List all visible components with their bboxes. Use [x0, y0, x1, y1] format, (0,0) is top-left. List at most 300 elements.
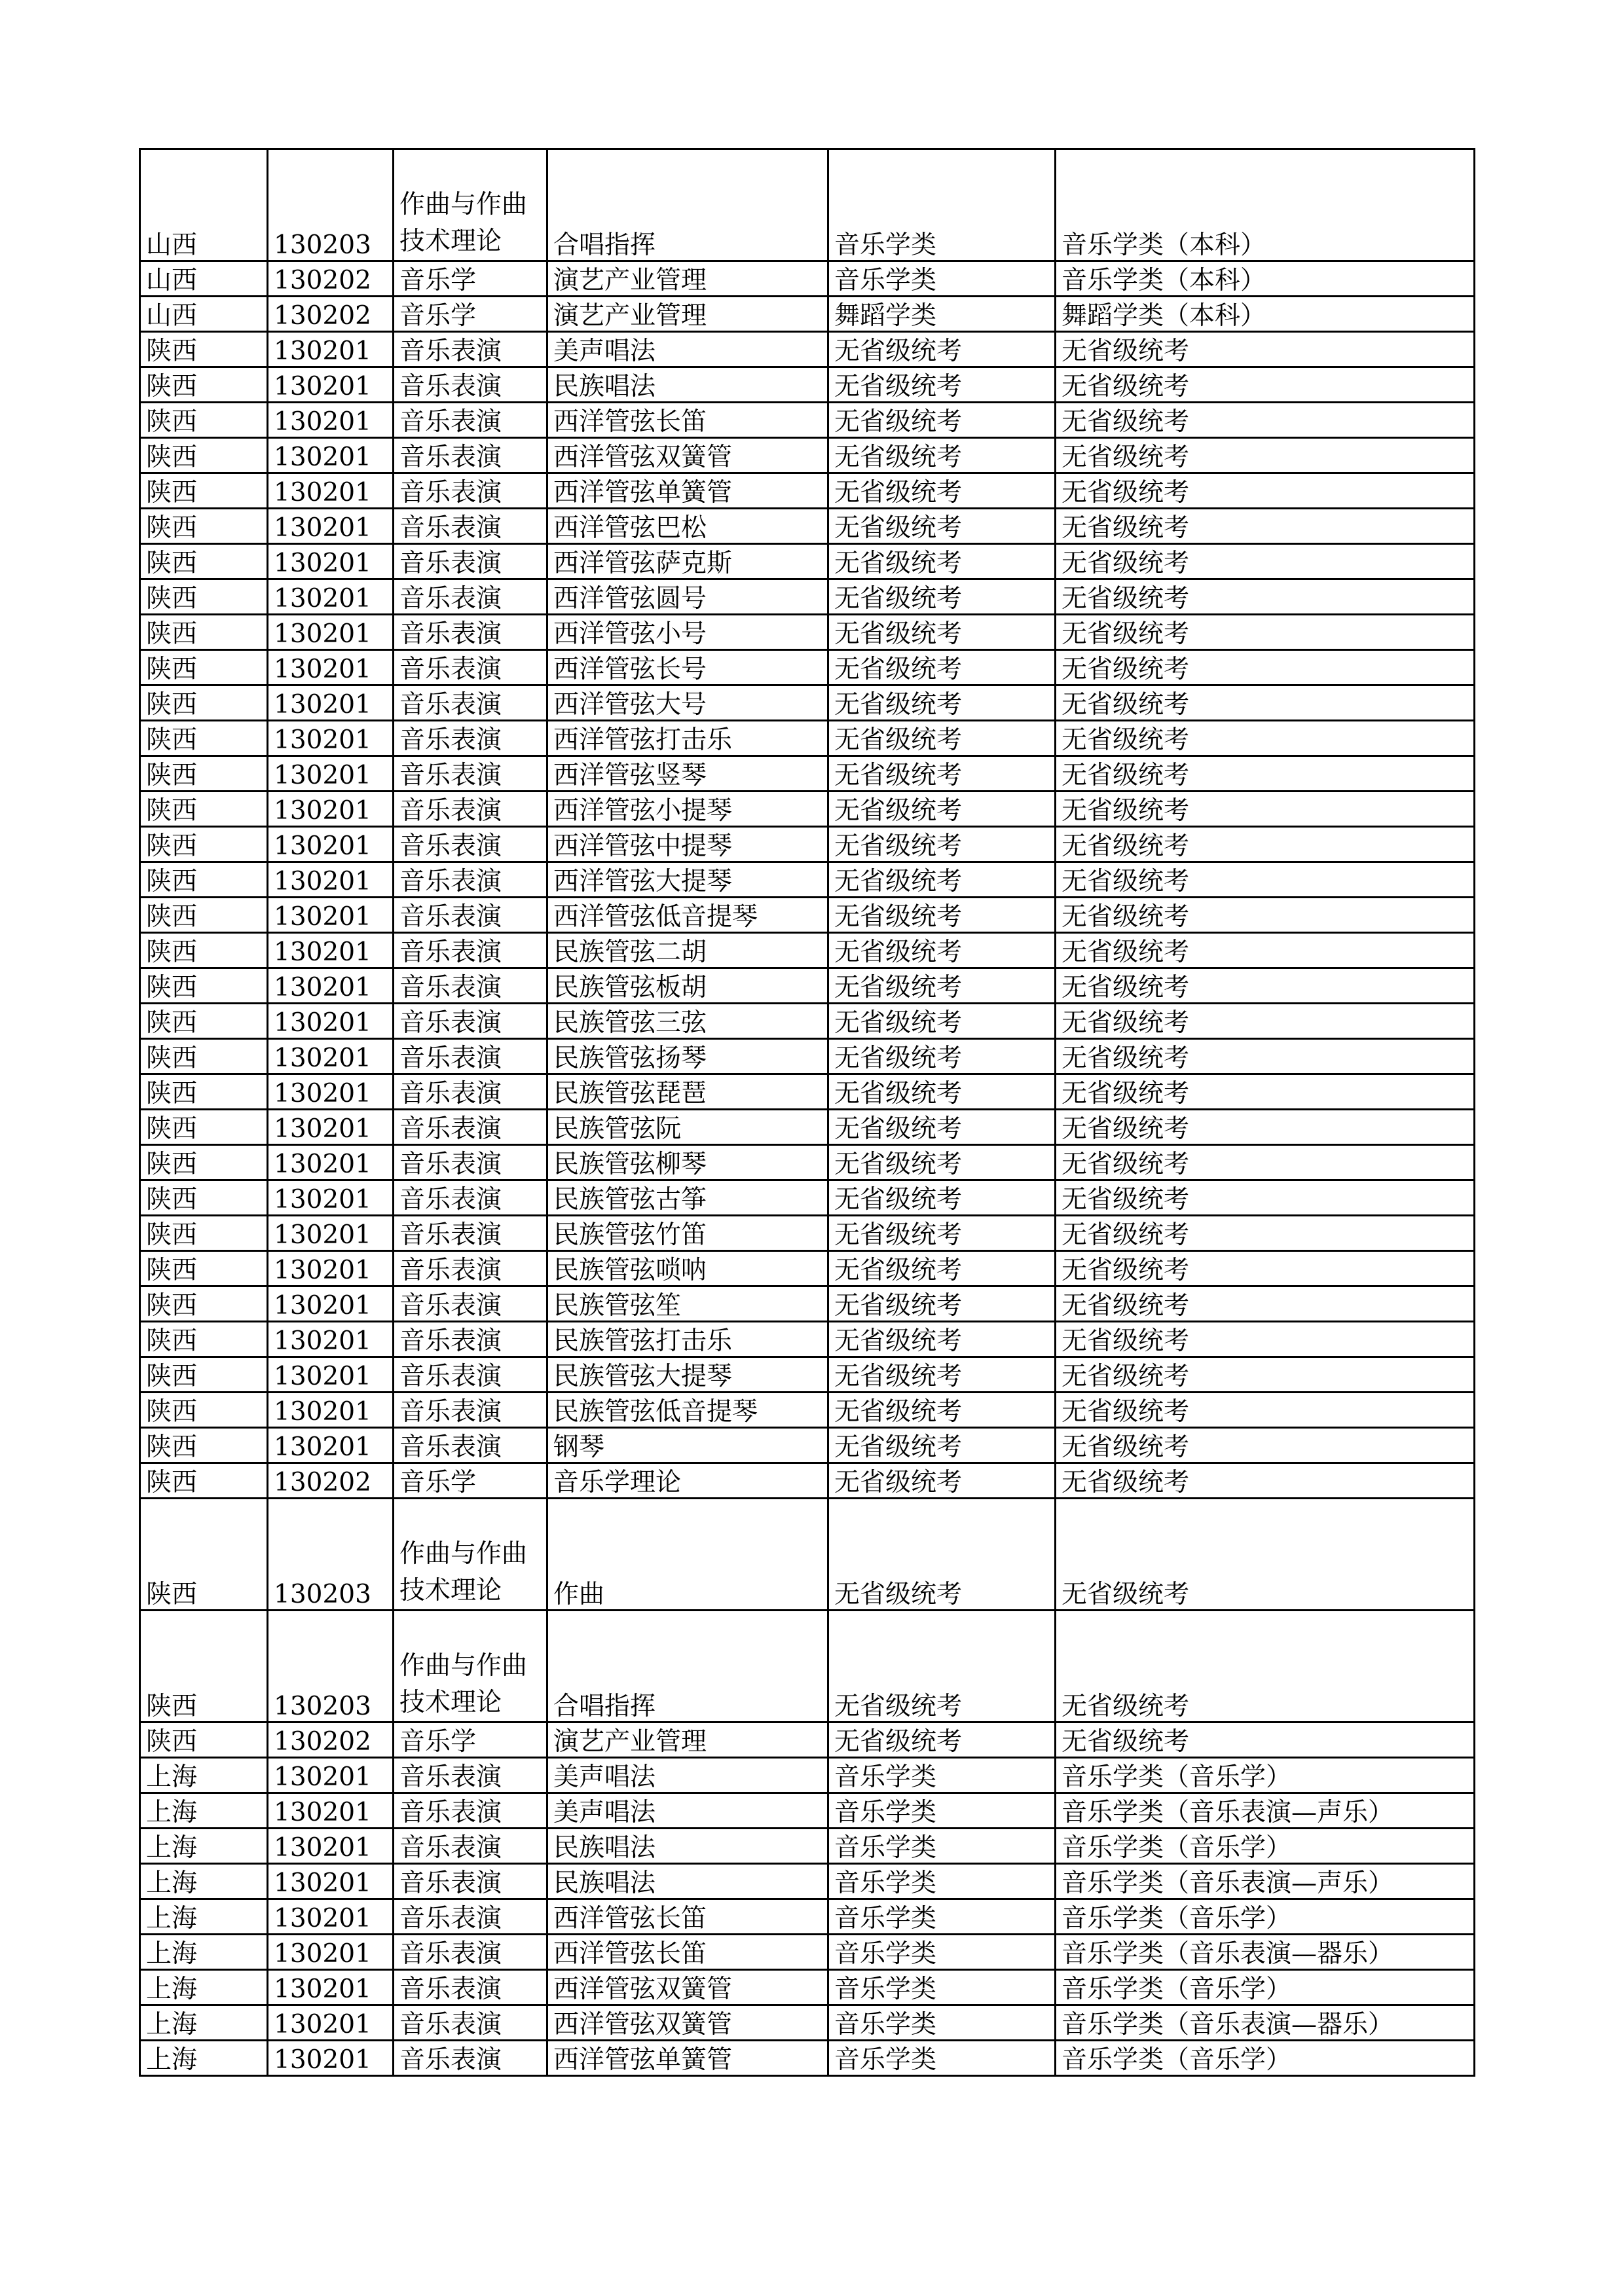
cell-direction: 西洋管弦长笛 — [547, 1935, 828, 1970]
cell-direction: 西洋管弦小号 — [547, 615, 828, 650]
table-row — [140, 1145, 1475, 1180]
table-row — [140, 438, 1475, 473]
cell-exam-category: 无省级统考 — [828, 827, 1056, 862]
cell-exam-category: 音乐学类 — [828, 149, 1056, 261]
table-row — [140, 1393, 1475, 1428]
cell-direction: 钢琴 — [547, 1428, 828, 1463]
cell-exam-category: 无省级统考 — [828, 509, 1056, 544]
cell-province: 陕西 — [140, 1074, 268, 1110]
cell-exam-category: 无省级统考 — [828, 1074, 1056, 1110]
cell-exam-category: 无省级统考 — [828, 403, 1056, 438]
cell-code: 130202 — [268, 261, 394, 297]
table-row — [140, 650, 1475, 685]
cell-exam-type: 无省级统考 — [1056, 1499, 1475, 1611]
cell-code: 130201 — [268, 1004, 394, 1039]
cell-exam-type: 无省级统考 — [1056, 403, 1475, 438]
table-row — [140, 473, 1475, 509]
cell-direction: 音乐学理论 — [547, 1463, 828, 1499]
cell-major: 音乐表演 — [394, 1428, 547, 1463]
cell-exam-type: 无省级统考 — [1056, 721, 1475, 756]
cell-province: 山西 — [140, 297, 268, 332]
table-row — [140, 1463, 1475, 1499]
cell-exam-type: 无省级统考 — [1056, 650, 1475, 685]
cell-major: 音乐表演 — [394, 1793, 547, 1829]
cell-major: 音乐表演 — [394, 898, 547, 933]
cell-code: 130201 — [268, 332, 394, 367]
cell-exam-category: 无省级统考 — [828, 792, 1056, 827]
cell-major: 音乐表演 — [394, 1251, 547, 1286]
table-row — [140, 544, 1475, 579]
cell-exam-category: 无省级统考 — [828, 1393, 1056, 1428]
table-row — [140, 1180, 1475, 1216]
cell-code: 130201 — [268, 2005, 394, 2041]
cell-direction: 民族管弦扬琴 — [547, 1039, 828, 1074]
table-row — [140, 1899, 1475, 1935]
cell-code: 130201 — [268, 1864, 394, 1899]
cell-exam-type: 无省级统考 — [1056, 579, 1475, 615]
cell-major: 音乐表演 — [394, 1145, 547, 1180]
cell-exam-category: 无省级统考 — [828, 933, 1056, 968]
cell-code: 130201 — [268, 968, 394, 1004]
cell-exam-type: 无省级统考 — [1056, 615, 1475, 650]
cell-major: 音乐表演 — [394, 332, 547, 367]
cell-direction: 美声唱法 — [547, 1758, 828, 1793]
cell-direction: 西洋管弦巴松 — [547, 509, 828, 544]
cell-province: 陕西 — [140, 1428, 268, 1463]
cell-exam-type: 无省级统考 — [1056, 1611, 1475, 1722]
table-row — [140, 579, 1475, 615]
cell-direction: 民族管弦柳琴 — [547, 1145, 828, 1180]
cell-exam-type: 音乐学类（本科） — [1056, 261, 1475, 297]
table-row — [140, 1110, 1475, 1145]
cell-major: 音乐表演 — [394, 1216, 547, 1251]
cell-exam-type: 音乐学类（音乐表演—声乐） — [1056, 1793, 1475, 1829]
cell-province: 陕西 — [140, 685, 268, 721]
cell-direction: 西洋管弦圆号 — [547, 579, 828, 615]
cell-major: 音乐表演 — [394, 2005, 547, 2041]
cell-exam-type: 无省级统考 — [1056, 332, 1475, 367]
cell-province: 上海 — [140, 1829, 268, 1864]
cell-exam-category: 无省级统考 — [828, 1499, 1056, 1611]
cell-province: 陕西 — [140, 862, 268, 898]
cell-major: 音乐表演 — [394, 1829, 547, 1864]
cell-code: 130201 — [268, 792, 394, 827]
cell-exam-category: 无省级统考 — [828, 685, 1056, 721]
cell-code: 130201 — [268, 933, 394, 968]
cell-direction: 民族管弦板胡 — [547, 968, 828, 1004]
cell-exam-category: 无省级统考 — [828, 1110, 1056, 1145]
cell-direction: 西洋管弦单簧管 — [547, 473, 828, 509]
cell-province: 陕西 — [140, 1722, 268, 1758]
cell-major: 音乐表演 — [394, 1322, 547, 1357]
cell-code: 130202 — [268, 297, 394, 332]
cell-major: 音乐表演 — [394, 968, 547, 1004]
cell-direction: 西洋管弦竖琴 — [547, 756, 828, 792]
cell-major: 音乐表演 — [394, 1758, 547, 1793]
cell-province: 陕西 — [140, 1393, 268, 1428]
cell-major: 音乐表演 — [394, 1180, 547, 1216]
cell-code: 130201 — [268, 1251, 394, 1286]
cell-exam-type: 无省级统考 — [1056, 1039, 1475, 1074]
table-row — [140, 2005, 1475, 2041]
cell-code: 130201 — [268, 403, 394, 438]
cell-exam-category: 无省级统考 — [828, 1145, 1056, 1180]
cell-province: 陕西 — [140, 509, 268, 544]
cell-direction: 合唱指挥 — [547, 149, 828, 261]
cell-direction: 西洋管弦长笛 — [547, 403, 828, 438]
cell-major: 音乐表演 — [394, 1864, 547, 1899]
cell-exam-category: 无省级统考 — [828, 1611, 1056, 1722]
cell-major: 音乐表演 — [394, 650, 547, 685]
cell-exam-type: 无省级统考 — [1056, 438, 1475, 473]
cell-exam-category: 音乐学类 — [828, 1970, 1056, 2005]
cell-major: 音乐表演 — [394, 615, 547, 650]
cell-major: 音乐表演 — [394, 827, 547, 862]
cell-exam-type: 无省级统考 — [1056, 1216, 1475, 1251]
cell-exam-type: 无省级统考 — [1056, 1004, 1475, 1039]
cell-major: 作曲与作曲技术理论 — [394, 149, 547, 261]
cell-direction: 民族管弦二胡 — [547, 933, 828, 968]
cell-exam-type: 无省级统考 — [1056, 1251, 1475, 1286]
cell-exam-category: 无省级统考 — [828, 862, 1056, 898]
cell-direction: 民族唱法 — [547, 1829, 828, 1864]
cell-exam-category: 音乐学类 — [828, 1758, 1056, 1793]
table-row — [140, 968, 1475, 1004]
cell-province: 陕西 — [140, 1216, 268, 1251]
cell-province: 陕西 — [140, 1611, 268, 1722]
cell-exam-category: 无省级统考 — [828, 756, 1056, 792]
cell-code: 130201 — [268, 2041, 394, 2076]
cell-major: 音乐表演 — [394, 1970, 547, 2005]
cell-province: 陕西 — [140, 367, 268, 403]
cell-exam-category: 无省级统考 — [828, 968, 1056, 1004]
cell-code: 130201 — [268, 579, 394, 615]
cell-province: 陕西 — [140, 1322, 268, 1357]
cell-province: 陕西 — [140, 1286, 268, 1322]
cell-direction: 民族管弦大提琴 — [547, 1357, 828, 1393]
table-row — [140, 898, 1475, 933]
cell-exam-type: 音乐学类（本科） — [1056, 149, 1475, 261]
cell-direction: 作曲 — [547, 1499, 828, 1611]
cell-direction: 民族管弦竹笛 — [547, 1216, 828, 1251]
cell-code: 130202 — [268, 1463, 394, 1499]
table-row — [140, 721, 1475, 756]
table-row — [140, 1428, 1475, 1463]
cell-exam-type: 无省级统考 — [1056, 509, 1475, 544]
cell-major: 音乐表演 — [394, 403, 547, 438]
cell-exam-category: 无省级统考 — [828, 1428, 1056, 1463]
cell-exam-type: 音乐学类（音乐学） — [1056, 1829, 1475, 1864]
cell-exam-type: 音乐学类（音乐学） — [1056, 1970, 1475, 2005]
cell-exam-category: 无省级统考 — [828, 1251, 1056, 1286]
table-row — [140, 297, 1475, 332]
cell-major: 音乐表演 — [394, 1110, 547, 1145]
cell-province: 陕西 — [140, 898, 268, 933]
cell-province: 陕西 — [140, 827, 268, 862]
cell-exam-type: 无省级统考 — [1056, 792, 1475, 827]
cell-direction: 西洋管弦长号 — [547, 650, 828, 685]
cell-province: 上海 — [140, 1793, 268, 1829]
table-row — [140, 756, 1475, 792]
cell-direction: 西洋管弦低音提琴 — [547, 898, 828, 933]
cell-code: 130201 — [268, 509, 394, 544]
cell-province: 陕西 — [140, 544, 268, 579]
cell-exam-type: 无省级统考 — [1056, 544, 1475, 579]
cell-exam-type: 无省级统考 — [1056, 827, 1475, 862]
cell-exam-type: 无省级统考 — [1056, 756, 1475, 792]
table-row — [140, 792, 1475, 827]
cell-major: 音乐表演 — [394, 685, 547, 721]
cell-province: 陕西 — [140, 756, 268, 792]
cell-direction: 民族管弦唢呐 — [547, 1251, 828, 1286]
cell-major: 音乐表演 — [394, 1393, 547, 1428]
cell-exam-category: 无省级统考 — [828, 1286, 1056, 1322]
cell-major: 音乐表演 — [394, 367, 547, 403]
table-row — [140, 1286, 1475, 1322]
cell-code: 130201 — [268, 1286, 394, 1322]
table-row — [140, 685, 1475, 721]
table-row — [140, 1829, 1475, 1864]
cell-exam-category: 无省级统考 — [828, 544, 1056, 579]
cell-exam-category: 无省级统考 — [828, 898, 1056, 933]
cell-exam-category: 音乐学类 — [828, 1793, 1056, 1829]
cell-code: 130201 — [268, 438, 394, 473]
table-row — [140, 261, 1475, 297]
cell-exam-category: 无省级统考 — [828, 1322, 1056, 1357]
table-row — [140, 2041, 1475, 2076]
cell-province: 陕西 — [140, 1499, 268, 1611]
cell-exam-category: 无省级统考 — [828, 438, 1056, 473]
cell-direction: 西洋管弦双簧管 — [547, 438, 828, 473]
table-row — [140, 1758, 1475, 1793]
cell-direction: 演艺产业管理 — [547, 297, 828, 332]
cell-exam-category: 无省级统考 — [828, 579, 1056, 615]
cell-direction: 美声唱法 — [547, 332, 828, 367]
cell-exam-type: 无省级统考 — [1056, 933, 1475, 968]
cell-direction: 民族管弦古筝 — [547, 1180, 828, 1216]
cell-direction: 西洋管弦大提琴 — [547, 862, 828, 898]
cell-code: 130201 — [268, 1829, 394, 1864]
cell-direction: 西洋管弦长笛 — [547, 1899, 828, 1935]
cell-province: 陕西 — [140, 1251, 268, 1286]
cell-province: 上海 — [140, 1970, 268, 2005]
cell-exam-type: 无省级统考 — [1056, 1145, 1475, 1180]
table-row — [140, 1935, 1475, 1970]
cell-province: 上海 — [140, 1935, 268, 1970]
cell-direction: 西洋管弦双簧管 — [547, 1970, 828, 2005]
cell-direction: 民族管弦三弦 — [547, 1004, 828, 1039]
cell-direction: 民族管弦阮 — [547, 1110, 828, 1145]
cell-code: 130201 — [268, 1216, 394, 1251]
cell-exam-type: 无省级统考 — [1056, 1463, 1475, 1499]
cell-code: 130201 — [268, 615, 394, 650]
cell-direction: 西洋管弦萨克斯 — [547, 544, 828, 579]
cell-exam-category: 舞蹈学类 — [828, 297, 1056, 332]
cell-exam-category: 音乐学类 — [828, 2005, 1056, 2041]
cell-province: 陕西 — [140, 1357, 268, 1393]
cell-major: 音乐表演 — [394, 1286, 547, 1322]
cell-code: 130201 — [268, 685, 394, 721]
table-row — [140, 1864, 1475, 1899]
cell-province: 陕西 — [140, 473, 268, 509]
cell-exam-type: 无省级统考 — [1056, 1357, 1475, 1393]
cell-direction: 西洋管弦双簧管 — [547, 2005, 828, 2041]
cell-code: 130202 — [268, 1722, 394, 1758]
cell-province: 陕西 — [140, 1039, 268, 1074]
cell-direction: 民族管弦笙 — [547, 1286, 828, 1322]
cell-exam-type: 音乐学类（音乐学） — [1056, 1758, 1475, 1793]
cell-direction: 西洋管弦大号 — [547, 685, 828, 721]
cell-exam-category: 音乐学类 — [828, 1829, 1056, 1864]
cell-major: 音乐表演 — [394, 1004, 547, 1039]
cell-major: 音乐学 — [394, 1463, 547, 1499]
cell-direction: 西洋管弦单簧管 — [547, 2041, 828, 2076]
cell-code: 130201 — [268, 1074, 394, 1110]
cell-major: 音乐表演 — [394, 1357, 547, 1393]
cell-major: 音乐表演 — [394, 1935, 547, 1970]
table-row — [140, 1216, 1475, 1251]
cell-direction: 民族管弦打击乐 — [547, 1322, 828, 1357]
cell-province: 山西 — [140, 261, 268, 297]
cell-province: 陕西 — [140, 438, 268, 473]
table-row — [140, 1004, 1475, 1039]
cell-exam-category: 无省级统考 — [828, 1357, 1056, 1393]
table-row — [140, 149, 1475, 261]
cell-direction: 民族唱法 — [547, 367, 828, 403]
cell-major: 音乐表演 — [394, 721, 547, 756]
cell-code: 130201 — [268, 862, 394, 898]
cell-exam-type: 音乐学类（音乐学） — [1056, 2041, 1475, 2076]
cell-code: 130201 — [268, 1110, 394, 1145]
cell-province: 上海 — [140, 2041, 268, 2076]
cell-exam-category: 无省级统考 — [828, 1180, 1056, 1216]
cell-exam-type: 无省级统考 — [1056, 898, 1475, 933]
table-row — [140, 1251, 1475, 1286]
cell-direction: 西洋管弦中提琴 — [547, 827, 828, 862]
cell-code: 130201 — [268, 1180, 394, 1216]
cell-exam-type: 无省级统考 — [1056, 1180, 1475, 1216]
cell-province: 陕西 — [140, 792, 268, 827]
cell-major: 音乐表演 — [394, 1899, 547, 1935]
cell-major: 音乐表演 — [394, 579, 547, 615]
cell-direction: 西洋管弦打击乐 — [547, 721, 828, 756]
cell-exam-category: 无省级统考 — [828, 332, 1056, 367]
cell-exam-category: 音乐学类 — [828, 261, 1056, 297]
cell-province: 山西 — [140, 149, 268, 261]
cell-major: 音乐表演 — [394, 862, 547, 898]
cell-major: 作曲与作曲技术理论 — [394, 1611, 547, 1722]
cell-province: 陕西 — [140, 650, 268, 685]
cell-major: 音乐表演 — [394, 1039, 547, 1074]
cell-code: 130201 — [268, 1935, 394, 1970]
table-row — [140, 403, 1475, 438]
cell-province: 上海 — [140, 1758, 268, 1793]
cell-direction: 民族唱法 — [547, 1864, 828, 1899]
cell-province: 陕西 — [140, 615, 268, 650]
cell-direction: 合唱指挥 — [547, 1611, 828, 1722]
cell-direction: 民族管弦琵琶 — [547, 1074, 828, 1110]
cell-province: 陕西 — [140, 933, 268, 968]
cell-major: 音乐表演 — [394, 2041, 547, 2076]
cell-exam-category: 音乐学类 — [828, 1899, 1056, 1935]
cell-major: 作曲与作曲技术理论 — [394, 1499, 547, 1611]
cell-province: 陕西 — [140, 579, 268, 615]
cell-direction: 美声唱法 — [547, 1793, 828, 1829]
cell-exam-category: 无省级统考 — [828, 367, 1056, 403]
cell-exam-category: 无省级统考 — [828, 615, 1056, 650]
cell-exam-type: 无省级统考 — [1056, 1074, 1475, 1110]
cell-code: 130201 — [268, 1322, 394, 1357]
table-body — [140, 149, 1475, 2076]
cell-province: 上海 — [140, 1899, 268, 1935]
cell-exam-type: 无省级统考 — [1056, 685, 1475, 721]
table-row — [140, 1074, 1475, 1110]
cell-exam-type: 无省级统考 — [1056, 473, 1475, 509]
data-table — [139, 148, 1475, 2077]
cell-major: 音乐表演 — [394, 756, 547, 792]
cell-code: 130201 — [268, 721, 394, 756]
cell-direction: 演艺产业管理 — [547, 1722, 828, 1758]
cell-code: 130201 — [268, 1793, 394, 1829]
cell-major: 音乐表演 — [394, 473, 547, 509]
cell-code: 130201 — [268, 898, 394, 933]
cell-province: 陕西 — [140, 1463, 268, 1499]
table-row — [140, 332, 1475, 367]
cell-major: 音乐表演 — [394, 438, 547, 473]
cell-code: 130201 — [268, 1393, 394, 1428]
cell-exam-category: 无省级统考 — [828, 1216, 1056, 1251]
cell-exam-type: 音乐学类（音乐表演—声乐） — [1056, 1864, 1475, 1899]
cell-major: 音乐学 — [394, 297, 547, 332]
cell-exam-type: 无省级统考 — [1056, 862, 1475, 898]
cell-exam-category: 无省级统考 — [828, 473, 1056, 509]
cell-exam-type: 无省级统考 — [1056, 1110, 1475, 1145]
table-row — [140, 1499, 1475, 1611]
cell-province: 上海 — [140, 2005, 268, 2041]
cell-major: 音乐表演 — [394, 544, 547, 579]
cell-exam-type: 音乐学类（音乐表演—器乐） — [1056, 1935, 1475, 1970]
table-row — [140, 509, 1475, 544]
cell-major: 音乐学 — [394, 261, 547, 297]
cell-code: 130201 — [268, 1970, 394, 2005]
cell-province: 陕西 — [140, 1110, 268, 1145]
cell-code: 130201 — [268, 1039, 394, 1074]
table-row — [140, 1611, 1475, 1722]
cell-exam-type: 无省级统考 — [1056, 1428, 1475, 1463]
cell-code: 130203 — [268, 149, 394, 261]
cell-code: 130201 — [268, 756, 394, 792]
table-row — [140, 827, 1475, 862]
cell-code: 130203 — [268, 1611, 394, 1722]
table-row — [140, 1793, 1475, 1829]
cell-exam-type: 无省级统考 — [1056, 1286, 1475, 1322]
cell-code: 130201 — [268, 367, 394, 403]
table-row — [140, 615, 1475, 650]
cell-major: 音乐表演 — [394, 509, 547, 544]
cell-exam-category: 无省级统考 — [828, 1722, 1056, 1758]
cell-exam-category: 无省级统考 — [828, 1039, 1056, 1074]
table-row — [140, 1970, 1475, 2005]
cell-province: 陕西 — [140, 1004, 268, 1039]
cell-code: 130203 — [268, 1499, 394, 1611]
cell-exam-category: 无省级统考 — [828, 650, 1056, 685]
cell-exam-type: 无省级统考 — [1056, 1322, 1475, 1357]
cell-exam-type: 无省级统考 — [1056, 1393, 1475, 1428]
cell-exam-type: 音乐学类（音乐表演—器乐） — [1056, 2005, 1475, 2041]
cell-exam-category: 音乐学类 — [828, 1864, 1056, 1899]
table-row — [140, 862, 1475, 898]
cell-exam-category: 音乐学类 — [828, 2041, 1056, 2076]
